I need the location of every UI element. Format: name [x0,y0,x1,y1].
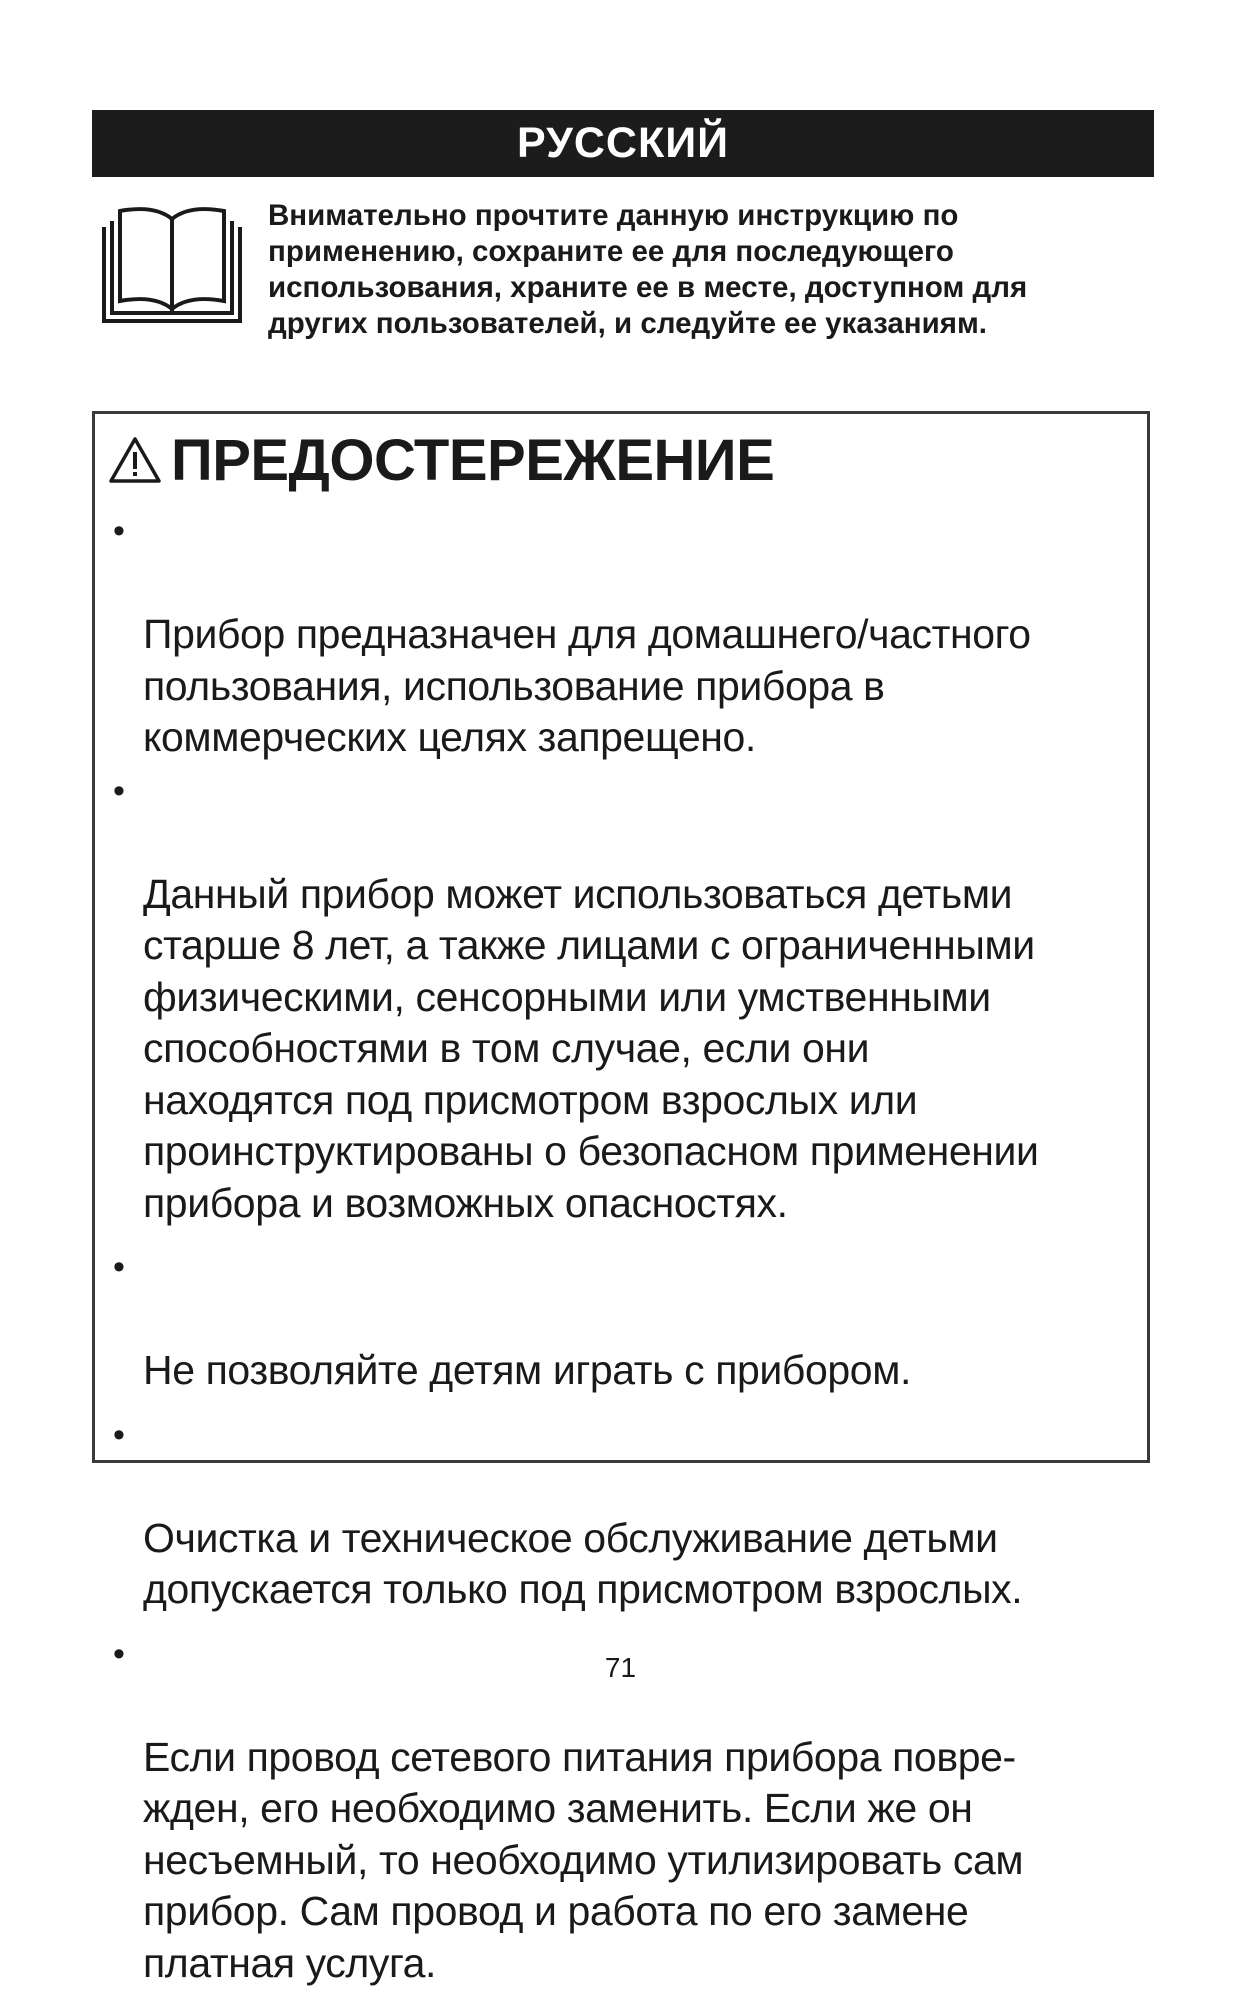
list-item [111,506,1141,764]
list-item [111,766,1141,1230]
warning-title: ПРЕДОСТЕРЕЖЕНИЕ [171,427,775,493]
language-title: РУССКИЙ [516,119,730,167]
list-item-text: Если провод сетевого питания прибора повре- жден, его необходимо заменить. Если же он несъемный, то необходимо утилизировать сам прибор. Сам провод и работа по его замене платная услуга. [143,1733,1024,1986]
list-item-text: Не позволяйте детям играть с прибором. [143,1347,911,1393]
bullet-icon: • [113,1634,125,1673]
book-icon [102,205,242,327]
page-number: 71 [604,1652,637,1683]
bullet-icon: • [113,1415,125,1454]
bullet-icon: • [113,1248,125,1286]
language-header [92,110,1154,177]
list-item-text: Прибор предназначен для домашнего/частного пользования, использование прибора в коммерческих целях запрещено. [143,611,1031,760]
list-item-text: Данный прибор может использоваться детьми старше 8 лет, а также лицами с ограниченными физическими, сенсорными или умственными способностями в том случае, если они находятся под присмотром взрослых или проинструктированы о безопасном применении прибора и возможных опасностях. [143,870,1039,1226]
list-item [111,1410,1141,1616]
warning-list [111,506,1141,1991]
list-item [111,1242,1141,1397]
warning-header [109,420,774,500]
list-item-text: Очистка и техническое обслуживание детьми допускается только под присмотром взрослых. [143,1514,1023,1612]
bullet-icon: • [113,512,125,550]
warning-triangle-icon [109,436,161,484]
intro-instructions: Внимательно прочтите данную инструкцию по применению, сохраните ее для последующего использования, храните ее в месте, доступном для других пользователей, и следуйте ее указаниям. [268,199,1028,340]
bullet-icon: • [113,771,125,810]
